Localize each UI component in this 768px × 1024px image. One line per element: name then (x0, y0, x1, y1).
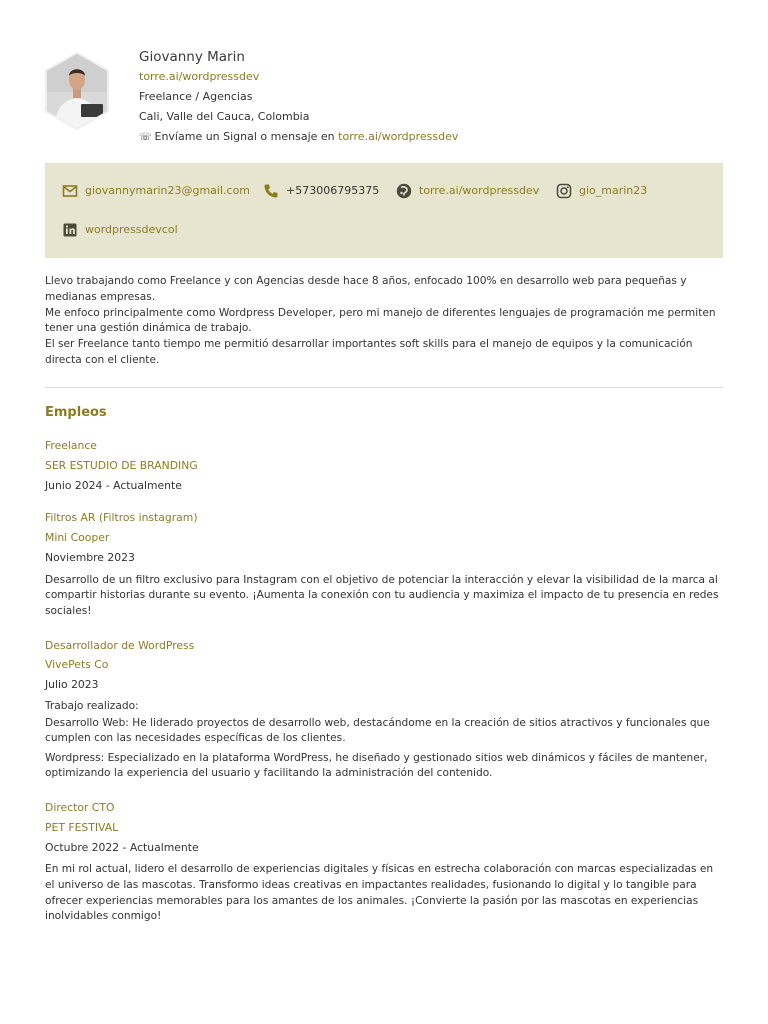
job-company: Mini Cooper (45, 531, 110, 545)
job-role: Freelance (45, 439, 97, 452)
profile-contact-line (139, 127, 458, 148)
job-entry (45, 636, 723, 782)
contact-link[interactable]: torre.ai/wordpressdev (338, 130, 459, 143)
jobs-list (45, 436, 723, 925)
linkedin-contact[interactable] (62, 222, 178, 238)
torre-logo-icon (396, 183, 412, 199)
torre-contact[interactable] (396, 183, 539, 199)
summary (45, 274, 723, 369)
job-company: PET FESTIVAL (45, 820, 119, 834)
job-description: En mi rol actual, lidero el desarrollo de experiencias digitales y físicas en estrecha colaboración con marcas especializadas en el universo de las mascotas. Transformo ideas creativas en impactantes realidades, fusionando lo digital y lo tangible para ofrecer experiencias memorables para los amantes de los animales. ¡Convierte la pasión por las mascotas en experiencias inolvidables conmigo! (45, 863, 714, 923)
job-description: Trabajo realizado: (45, 699, 139, 712)
summary-paragraph: Llevo trabajando como Freelance y con Agencias desde hace 8 años, enfocado 100% en desarrollo web para pequeñas y medianas empresas. (45, 275, 687, 303)
job-entry (45, 798, 723, 925)
profile-name: Giovanny Marin (139, 49, 245, 65)
job-date: Octubre 2022 - Actualmente (45, 840, 199, 854)
phone-call-icon: ☏ (139, 132, 152, 143)
job-role: Director CTO (45, 800, 115, 814)
job-description: Desarrollo Web: He liderado proyectos de desarrollo web, destacándome en la creación de sitios atractivos y funcionales que cumplen con las necesidades específicas de los clientes. (45, 716, 710, 745)
job-entry (45, 436, 723, 495)
phone-text: +573006795375 (286, 184, 380, 197)
torre-text: torre.ai/wordpressdev (419, 184, 540, 197)
profile-location: Cali, Valle del Cauca, Colombia (139, 110, 310, 123)
instagram-icon (556, 183, 572, 199)
email-icon (62, 183, 78, 199)
instagram-contact[interactable] (556, 183, 647, 199)
instagram-text: gio_marin23 (579, 184, 648, 197)
profile-headline: Freelance / Agencias (139, 90, 253, 103)
job-role: Desarrollador de WordPress (45, 638, 195, 652)
email-text: giovannymarin23@gmail.com (85, 184, 251, 197)
linkedin-icon (62, 222, 78, 238)
summary-paragraph: Me enfoco principalmente como Wordpress Developer, pero mi manejo de diferentes lenguajes de programación me permiten tener una gestión dinámica de trabajo. (45, 306, 716, 335)
email-contact[interactable] (62, 183, 250, 199)
phone-icon (263, 183, 279, 199)
phone-contact[interactable] (263, 183, 379, 199)
job-date: Noviembre 2023 (45, 550, 135, 564)
contact-prefix: Envíame un Signal o mensaje en (154, 130, 339, 143)
contact-strip (45, 163, 723, 258)
profile-header (45, 44, 723, 154)
section-title-empleos: Empleos (45, 405, 107, 420)
profile-link[interactable]: torre.ai/wordpressdev (139, 70, 260, 83)
job-description: Desarrollo de un filtro exclusivo para Instagram con el objetivo de potenciar la interacción y elevar la visibilidad de la marca al compartir historias durante su evento. ¡Aumenta la conexión con tu audiencia y maximiza el impacto de tu presencia en redes sociales! (45, 573, 719, 617)
job-role: Filtros AR (Filtros instagram) (45, 511, 198, 525)
linkedin-text: wordpressdevcol (85, 223, 178, 236)
job-entry (45, 508, 723, 619)
avatar (45, 52, 109, 130)
job-date: Junio 2024 - Actualmente (45, 478, 182, 492)
job-company: VivePets Co (45, 658, 109, 672)
profile-info (139, 47, 458, 148)
job-description: Wordpress: Especializado en la plataforma WordPress, he diseñado y gestionado sitios web dinámicos y fáciles de mantener, optimizando la experiencia del usuario y facilitando la administración del contenido. (45, 751, 708, 780)
divider (45, 387, 723, 388)
summary-paragraph: El ser Freelance tanto tiempo me permitió desarrollar importantes soft skills para el manejo de equipos y la comunicación directa con el cliente. (45, 338, 693, 366)
job-company: SER ESTUDIO DE BRANDING (45, 458, 198, 472)
job-date: Julio 2023 (45, 678, 99, 692)
